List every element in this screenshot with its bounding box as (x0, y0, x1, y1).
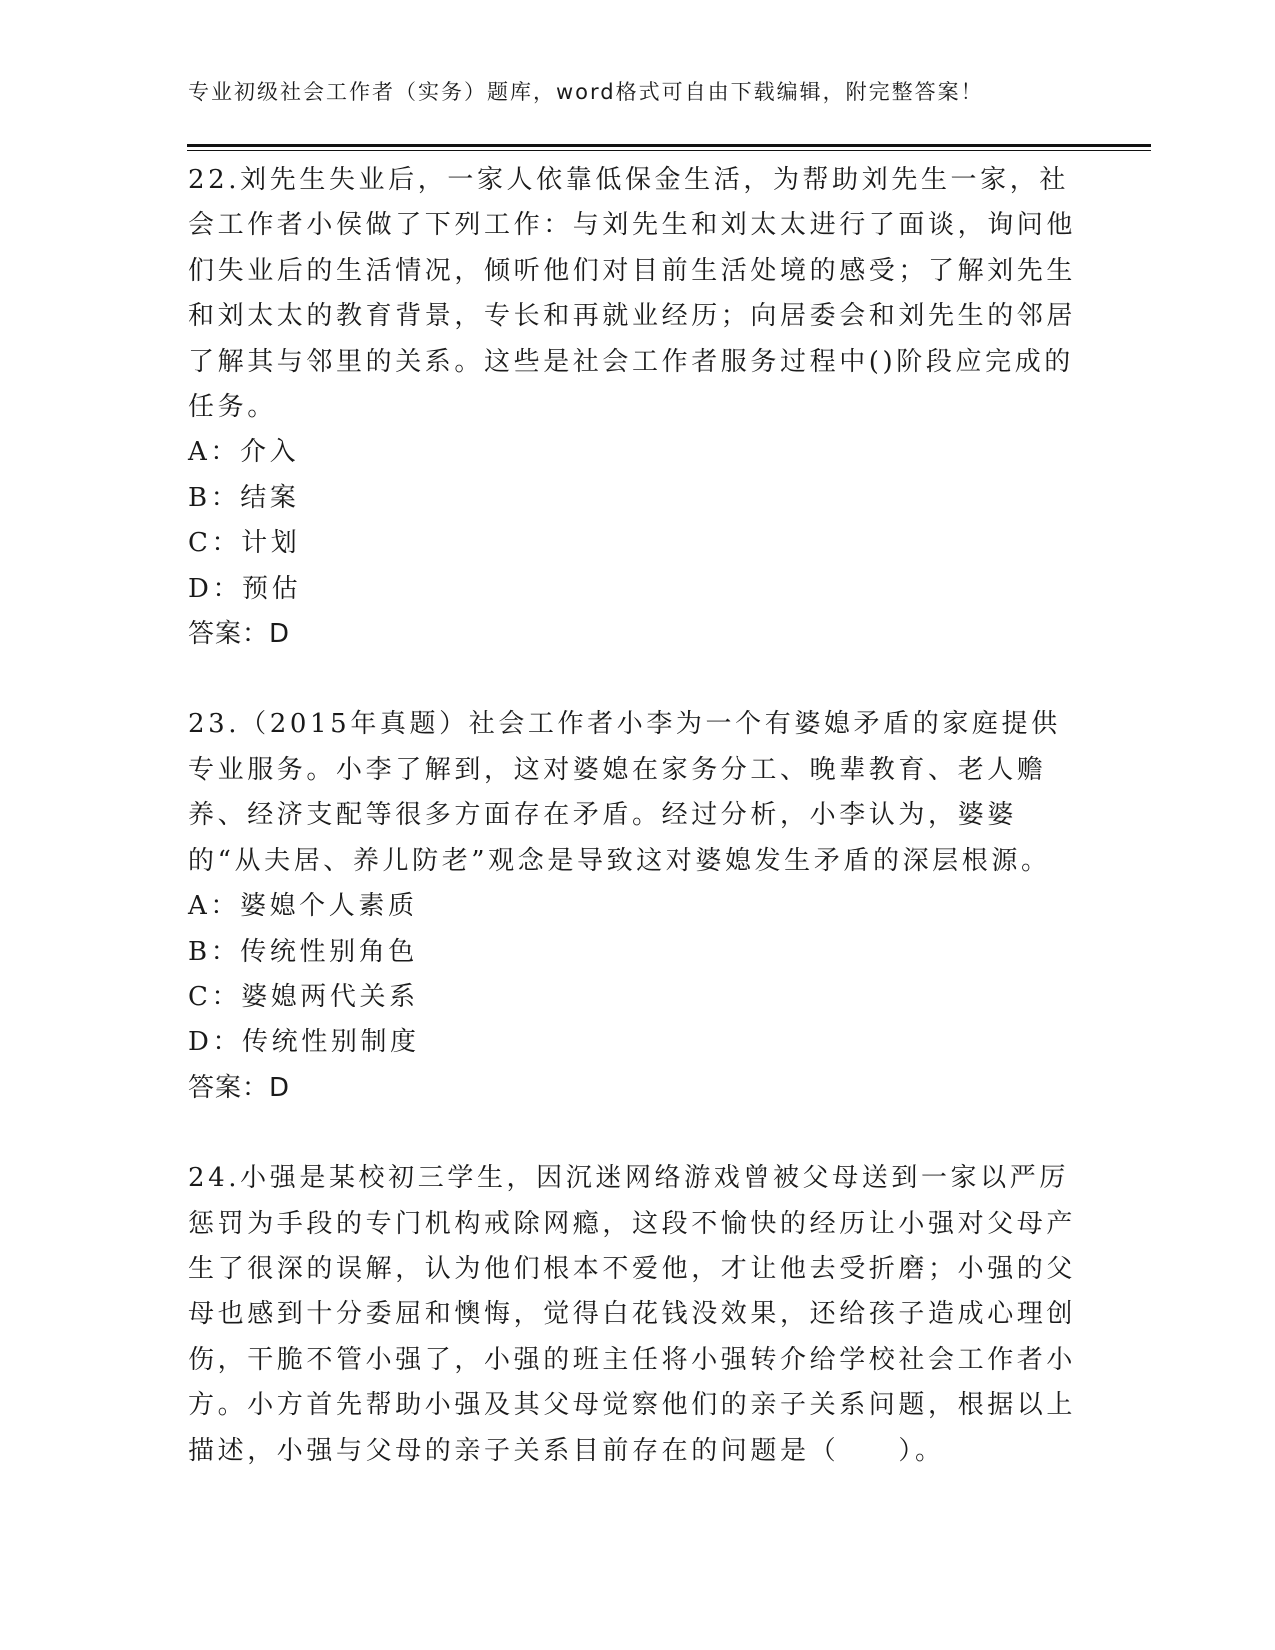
question-stem: 23.（2015年真题）社会工作者小李为一个有婆媳矛盾的家庭提供专业服务。小李了解到，这对婆媳在家务分工、晚辈教育、老人赡养、经济支配等很多方面存在矛盾。经过分析，小李认为，婆婆的“从夫居、养儿防老”观念是导致这对婆媳发生矛盾的深层根源。 (188, 709, 1061, 876)
option-a: A：婆媳个人素质 (188, 891, 418, 922)
question-list (188, 158, 1088, 1474)
question-stem: 22.刘先生失业后，一家人依靠低保金生活，为帮助刘先生一家，社会工作者小侯做了下列工作：与刘先生和刘太太进行了面谈，询问他们失业后的生活情况，倾听他们对目前生活处境的感受；了解刘先生和刘太太的教育背景，专长和再就业经历；向居委会和刘先生的邻居了解其与邻里的关系。这些是社会工作者服务过程中()阶段应完成的任务。 (188, 165, 1077, 423)
option-a: A：介入 (188, 437, 300, 468)
option-b: B：结案 (188, 482, 300, 513)
answer-line: 答案：D (188, 619, 291, 650)
option-d: D：预估 (188, 573, 302, 604)
option-c: C：婆媳两代关系 (188, 981, 419, 1012)
question-stem: 24.小强是某校初三学生，因沉迷网络游戏曾被父母送到一家以严厉惩罚为手段的专门机构戒除网瘾，这段不愉快的经历让小强对父母产生了很深的误解，认为他们根本不爱他，才让他去受折磨；小强的父母也感到十分委屈和懊悔，觉得白花钱没效果，还给孩子造成心理创伤，干脆不管小强了，小强的班主任将小强转介给学校社会工作者小方。小方首先帮助小强及其父母觉察他们的亲子关系问题，根据以上描述，小强与父母的亲子关系目前存在的问题是（ ）。 (188, 1163, 1077, 1466)
page-header: 专业初级社会工作者（实务）题库，word格式可自由下载编辑，附完整答案！ (188, 80, 984, 104)
question-23 (188, 702, 1088, 1111)
question-24 (188, 1156, 1088, 1474)
question-22 (188, 158, 1088, 657)
option-b: B：传统性别角色 (188, 936, 418, 967)
header-rule-thin (187, 150, 1151, 151)
option-d: D：传统性别制度 (188, 1027, 420, 1058)
answer-line: 答案：D (188, 1072, 291, 1103)
header-rule-thick (187, 144, 1151, 147)
option-c: C：计划 (188, 528, 301, 559)
